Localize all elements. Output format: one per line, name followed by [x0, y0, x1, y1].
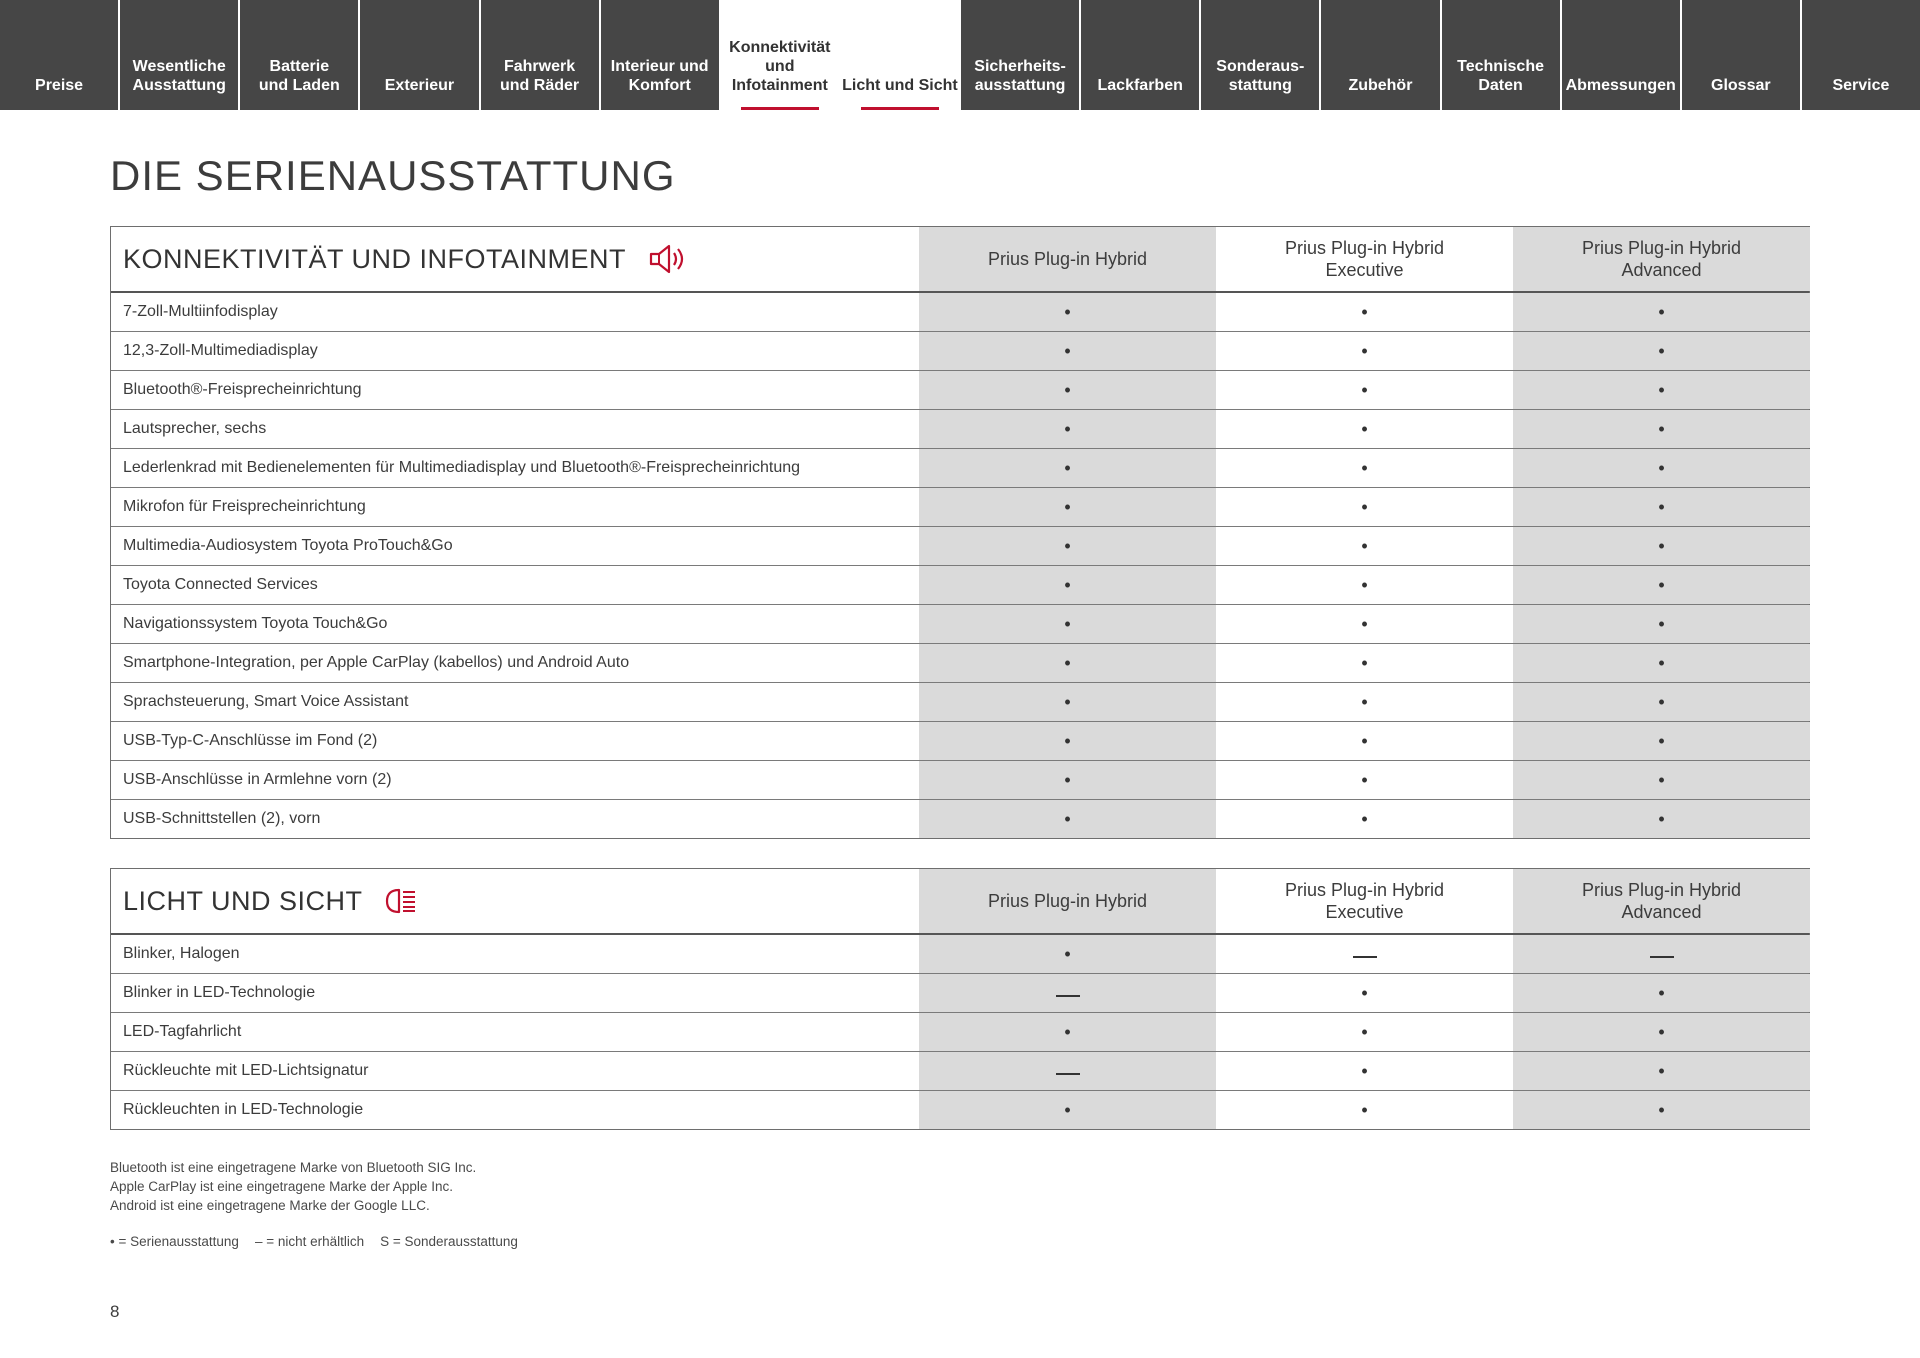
nav-tab-sicherheits-ausstattung[interactable]: Sicherheits- ausstattung	[961, 0, 1079, 110]
standard-mark: •	[1658, 983, 1665, 1003]
row-label: USB-Schnittstellen (2), vorn	[123, 810, 321, 827]
top-navigation	[0, 0, 1920, 110]
standard-mark: •	[1361, 380, 1368, 400]
value-cell	[1513, 449, 1810, 487]
unavailable-mark	[1353, 956, 1377, 958]
row-label: Mikrofon für Freisprecheinrichtung	[123, 498, 366, 515]
legend-not-available: – = nicht erhältlich	[254, 1234, 365, 1249]
table-header	[111, 227, 1809, 293]
unavailable-mark	[1056, 995, 1080, 997]
standard-mark: •	[1064, 692, 1071, 712]
standard-mark: •	[1658, 575, 1665, 595]
section-header	[111, 227, 919, 291]
standard-mark: •	[1064, 809, 1071, 829]
row-label: Smartphone-Integration, per Apple CarPlay (kabellos) und Android Auto	[123, 654, 630, 671]
standard-mark: •	[1658, 380, 1665, 400]
standard-mark: •	[1361, 419, 1368, 439]
row-label: Blinker in LED-Technologie	[123, 984, 316, 1001]
column-header: Prius Plug-in Hybrid	[919, 227, 1216, 291]
value-cell	[1513, 683, 1810, 721]
value-cell	[1216, 761, 1513, 799]
value-cell	[919, 722, 1216, 760]
table-row	[111, 1013, 1809, 1052]
nav-tab-exterieur[interactable]: Exterieur	[360, 0, 478, 110]
connectivity-table	[110, 226, 1810, 839]
value-cell	[919, 800, 1216, 838]
value-cell	[1216, 371, 1513, 409]
section-header	[111, 869, 919, 933]
nav-tab-konnektivität-und-infotainment[interactable]: Konnektivität und Infotainment	[721, 0, 839, 110]
value-cell	[919, 935, 1216, 973]
standard-mark: •	[1361, 575, 1368, 595]
standard-mark: •	[1658, 692, 1665, 712]
speaker-icon	[648, 244, 688, 274]
standard-mark: •	[1658, 614, 1665, 634]
value-cell	[919, 974, 1216, 1012]
standard-mark: •	[1064, 653, 1071, 673]
value-cell	[1216, 800, 1513, 838]
value-cell	[919, 332, 1216, 370]
standard-mark: •	[1658, 497, 1665, 517]
headlight-icon	[385, 887, 419, 915]
legend	[110, 1234, 534, 1249]
table-row	[111, 449, 1809, 488]
standard-mark: •	[1658, 1022, 1665, 1042]
table-row	[111, 488, 1809, 527]
standard-mark: •	[1064, 575, 1071, 595]
section-title: LICHT UND SICHT	[123, 885, 363, 916]
lighting-table	[110, 868, 1810, 1130]
value-cell	[1216, 974, 1513, 1012]
table-row	[111, 566, 1809, 605]
footnotes	[110, 1158, 476, 1215]
standard-mark: •	[1064, 1100, 1071, 1120]
standard-mark: •	[1361, 692, 1368, 712]
value-cell	[1513, 488, 1810, 526]
page-number: 8	[110, 1302, 120, 1321]
row-label: Multimedia-Audiosystem Toyota ProTouch&Go	[123, 537, 453, 554]
value-cell	[1513, 644, 1810, 682]
legend-standard: • = Serienausstattung	[110, 1234, 239, 1249]
table-row	[111, 293, 1809, 332]
row-label: Lautsprecher, sechs	[123, 420, 267, 437]
nav-tab-technische-daten[interactable]: Technische Daten	[1442, 0, 1560, 110]
nav-tab-sonderaus-stattung[interactable]: Sonderaus- stattung	[1201, 0, 1319, 110]
value-cell	[1216, 683, 1513, 721]
nav-tab-interieur-und-komfort[interactable]: Interieur und Komfort	[601, 0, 719, 110]
value-cell	[1216, 1013, 1513, 1051]
table-row	[111, 410, 1809, 449]
row-label: Toyota Connected Services	[123, 576, 318, 593]
column-header: Prius Plug-in Hybrid Advanced	[1513, 227, 1810, 291]
standard-mark: •	[1361, 614, 1368, 634]
value-cell	[919, 644, 1216, 682]
nav-tab-zubehör[interactable]: Zubehör	[1321, 0, 1439, 110]
row-label: Rückleuchte mit LED-Lichtsignatur	[123, 1062, 369, 1079]
table-row	[111, 974, 1809, 1013]
footnote: Apple CarPlay ist eine eingetragene Marke der Apple Inc.	[110, 1179, 453, 1194]
standard-mark: •	[1658, 419, 1665, 439]
value-cell	[919, 449, 1216, 487]
standard-mark: •	[1361, 536, 1368, 556]
value-cell	[1513, 410, 1810, 448]
standard-mark: •	[1361, 341, 1368, 361]
value-cell	[1216, 410, 1513, 448]
table-row	[111, 1091, 1809, 1129]
standard-mark: •	[1361, 770, 1368, 790]
nav-tab-batterie-und-laden[interactable]: Batterie und Laden	[240, 0, 358, 110]
value-cell	[919, 488, 1216, 526]
value-cell	[1513, 1013, 1810, 1051]
standard-mark: •	[1064, 1022, 1071, 1042]
table-row	[111, 371, 1809, 410]
column-header: Prius Plug-in Hybrid Executive	[1216, 227, 1513, 291]
value-cell	[1216, 332, 1513, 370]
value-cell	[1513, 527, 1810, 565]
standard-mark: •	[1064, 419, 1071, 439]
value-cell	[1216, 488, 1513, 526]
standard-mark: •	[1361, 731, 1368, 751]
value-cell	[919, 293, 1216, 331]
value-cell	[1513, 761, 1810, 799]
standard-mark: •	[1361, 653, 1368, 673]
table-row	[111, 935, 1809, 974]
standard-mark: •	[1361, 1022, 1368, 1042]
value-cell	[1513, 605, 1810, 643]
standard-mark: •	[1064, 341, 1071, 361]
row-label: 7-Zoll-Multiinfodisplay	[123, 303, 278, 320]
standard-mark: •	[1064, 302, 1071, 322]
row-label: 12,3-Zoll-Multimediadisplay	[123, 342, 318, 359]
value-cell	[919, 371, 1216, 409]
standard-mark: •	[1658, 653, 1665, 673]
nav-tab-preise[interactable]: Preise	[0, 0, 118, 110]
value-cell	[919, 1013, 1216, 1051]
value-cell	[919, 1052, 1216, 1090]
nav-tab-licht-und-sicht[interactable]: Licht und Sicht	[841, 0, 959, 110]
value-cell	[1216, 644, 1513, 682]
value-cell	[919, 1091, 1216, 1129]
standard-mark: •	[1064, 497, 1071, 517]
standard-mark: •	[1658, 302, 1665, 322]
table-row	[111, 644, 1809, 683]
standard-mark: •	[1064, 614, 1071, 634]
value-cell	[1513, 371, 1810, 409]
value-cell	[1216, 1052, 1513, 1090]
standard-mark: •	[1064, 536, 1071, 556]
standard-mark: •	[1658, 809, 1665, 829]
row-label: USB-Anschlüsse in Armlehne vorn (2)	[123, 771, 392, 788]
column-header: Prius Plug-in Hybrid Executive	[1216, 869, 1513, 933]
table-row	[111, 761, 1809, 800]
value-cell	[1216, 293, 1513, 331]
standard-mark: •	[1361, 497, 1368, 517]
standard-mark: •	[1658, 536, 1665, 556]
row-label: USB-Typ-C-Anschlüsse im Fond (2)	[123, 732, 378, 749]
row-label: Lederlenkrad mit Bedienelementen für Multimediadisplay und Bluetooth®-Freisprecheinrichtung	[123, 459, 801, 476]
value-cell	[1513, 935, 1810, 973]
row-label: Rückleuchten in LED-Technologie	[123, 1101, 364, 1118]
footnote: Bluetooth ist eine eingetragene Marke von Bluetooth SIG Inc.	[110, 1160, 477, 1175]
value-cell	[1513, 293, 1810, 331]
row-label: LED-Tagfahrlicht	[123, 1023, 242, 1040]
value-cell	[1513, 800, 1810, 838]
value-cell	[1216, 566, 1513, 604]
standard-mark: •	[1361, 983, 1368, 1003]
value-cell	[1216, 449, 1513, 487]
standard-mark: •	[1658, 1061, 1665, 1081]
standard-mark: •	[1658, 458, 1665, 478]
standard-mark: •	[1361, 458, 1368, 478]
value-cell	[919, 605, 1216, 643]
nav-tab-wesentliche-ausstattung[interactable]: Wesentliche Ausstattung	[120, 0, 238, 110]
value-cell	[1513, 332, 1810, 370]
standard-mark: •	[1658, 341, 1665, 361]
value-cell	[1216, 935, 1513, 973]
standard-mark: •	[1064, 731, 1071, 751]
table-row	[111, 800, 1809, 838]
value-cell	[1216, 722, 1513, 760]
standard-mark: •	[1658, 1100, 1665, 1120]
page-title: DIE SERIENAUSSTATTUNG	[110, 152, 676, 199]
row-label: Bluetooth®-Freisprecheinrichtung	[123, 381, 362, 398]
footnote: Android ist eine eingetragene Marke der Google LLC.	[110, 1198, 430, 1213]
value-cell	[919, 410, 1216, 448]
column-header: Prius Plug-in Hybrid	[919, 869, 1216, 933]
value-cell	[1513, 722, 1810, 760]
table-header	[111, 869, 1809, 935]
row-label: Sprachsteuerung, Smart Voice Assistant	[123, 693, 409, 710]
nav-tab-service[interactable]: Service	[1802, 0, 1920, 110]
column-header: Prius Plug-in Hybrid Advanced	[1513, 869, 1810, 933]
standard-mark: •	[1361, 302, 1368, 322]
standard-mark: •	[1361, 1061, 1368, 1081]
standard-mark: •	[1064, 770, 1071, 790]
row-label: Blinker, Halogen	[123, 945, 240, 962]
nav-tab-abmessungen[interactable]: Abmessungen	[1562, 0, 1680, 110]
value-cell	[1513, 566, 1810, 604]
value-cell	[919, 566, 1216, 604]
value-cell	[919, 683, 1216, 721]
value-cell	[919, 527, 1216, 565]
value-cell	[1216, 605, 1513, 643]
unavailable-mark	[1650, 956, 1674, 958]
standard-mark: •	[1361, 1100, 1368, 1120]
standard-mark: •	[1658, 770, 1665, 790]
value-cell	[1216, 1091, 1513, 1129]
unavailable-mark	[1056, 1073, 1080, 1075]
legend-optional: S = Sonderausstattung	[380, 1234, 518, 1249]
standard-mark: •	[1064, 944, 1071, 964]
standard-mark: •	[1658, 731, 1665, 751]
table-row	[111, 683, 1809, 722]
standard-mark: •	[1064, 380, 1071, 400]
nav-tab-glossar[interactable]: Glossar	[1682, 0, 1800, 110]
value-cell	[919, 761, 1216, 799]
standard-mark: •	[1361, 809, 1368, 829]
section-title: KONNEKTIVITÄT UND INFOTAINMENT	[123, 243, 627, 274]
value-cell	[1513, 1091, 1810, 1129]
value-cell	[1216, 527, 1513, 565]
standard-mark: •	[1064, 458, 1071, 478]
table-row	[111, 332, 1809, 371]
nav-tab-lackfarben[interactable]: Lackfarben	[1081, 0, 1199, 110]
value-cell	[1513, 1052, 1810, 1090]
nav-tab-fahrwerk-und-räder[interactable]: Fahrwerk und Räder	[481, 0, 599, 110]
value-cell	[1513, 974, 1810, 1012]
table-row	[111, 722, 1809, 761]
table-row	[111, 605, 1809, 644]
table-row	[111, 1052, 1809, 1091]
row-label: Navigationssystem Toyota Touch&Go	[123, 615, 388, 632]
table-row	[111, 527, 1809, 566]
